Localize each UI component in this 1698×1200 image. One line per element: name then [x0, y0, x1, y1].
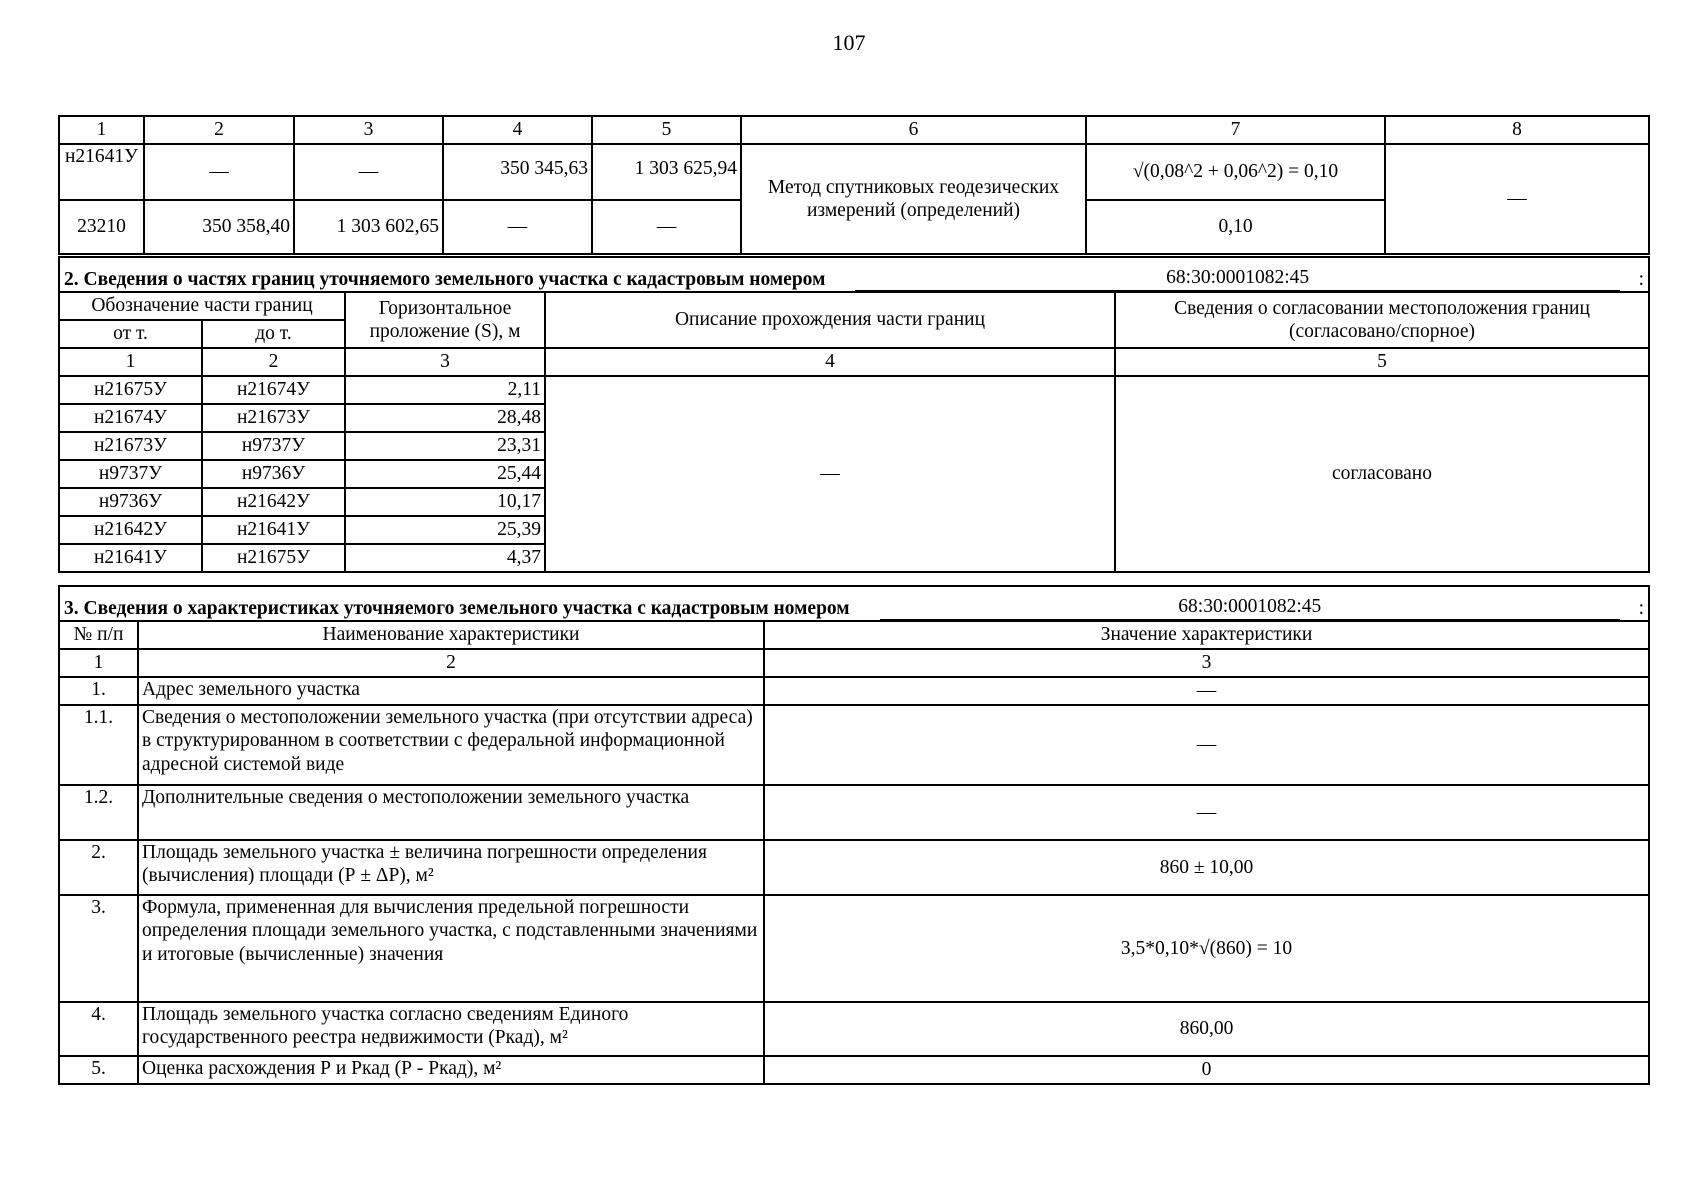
- from-point: н21673У: [59, 432, 202, 460]
- cadastral-number: 68:30:0001082:45: [855, 266, 1620, 291]
- column-numbers-row: [59, 116, 1649, 144]
- col-number: 3: [345, 348, 545, 376]
- from-header: от т.: [59, 320, 202, 348]
- from-point: н9736У: [59, 488, 202, 516]
- col-number: 1: [59, 116, 144, 144]
- new-x: —: [443, 200, 592, 254]
- from-point: н21641У: [59, 544, 202, 572]
- characteristic-name: Дополнительные сведения о местоположении земельного участка: [138, 785, 764, 840]
- horizontal-value: 2,11: [345, 376, 545, 404]
- col-number: 5: [592, 116, 741, 144]
- column-numbers-row: [59, 348, 1649, 376]
- col-number: 3: [764, 649, 1649, 677]
- point-name: 23210: [59, 200, 144, 254]
- col-number: 7: [1086, 116, 1385, 144]
- page-number: 107: [832, 30, 866, 55]
- to-point: н21642У: [202, 488, 345, 516]
- col-number: 2: [202, 348, 345, 376]
- to-point: н21673У: [202, 404, 345, 432]
- from-point: н21642У: [59, 516, 202, 544]
- to-point: н21641У: [202, 516, 345, 544]
- row-number: 1.: [59, 677, 138, 705]
- col-number: 8: [1385, 116, 1649, 144]
- new-y: 1 303 625,94: [592, 144, 741, 200]
- col-number: 1: [59, 649, 138, 677]
- horizontal-value: 4,37: [345, 544, 545, 572]
- row-number: 1.1.: [59, 705, 138, 785]
- table-row: [59, 1002, 1649, 1056]
- colon: :: [1638, 268, 1645, 290]
- characteristic-value: 860 ± 10,00: [764, 840, 1649, 895]
- horizontal-value: 25,39: [345, 516, 545, 544]
- horizontal-value: 25,44: [345, 460, 545, 488]
- row-number: 1.2.: [59, 785, 138, 840]
- horizontal-value: 23,31: [345, 432, 545, 460]
- description-header: Описание прохождения части границ: [545, 292, 1115, 348]
- characteristic-name: Площадь земельного участка согласно сведениям Единого государственного реестра недвижимости (Ркад), м²: [138, 1002, 764, 1056]
- table-row: [59, 376, 1649, 404]
- row-number: 3.: [59, 895, 138, 1002]
- precision-value: 0,10: [1086, 200, 1385, 254]
- to-point: н9737У: [202, 432, 345, 460]
- to-header: до т.: [202, 320, 345, 348]
- old-y: 1 303 602,65: [294, 200, 443, 254]
- old-y: —: [294, 144, 443, 200]
- value-header: Значение характеристики: [764, 621, 1649, 649]
- num-header: № п/п: [59, 621, 138, 649]
- old-x: 350 358,40: [144, 200, 294, 254]
- col-number: 4: [545, 348, 1115, 376]
- table-row: [59, 144, 1649, 200]
- col-number: 2: [144, 116, 294, 144]
- section-title-row: [59, 586, 1649, 621]
- agreement-value: согласовано: [1115, 376, 1649, 572]
- to-point: н9736У: [202, 460, 345, 488]
- section-3-title: 3. Сведения о характеристиках уточняемого земельного участка с кадастровым номером: [64, 597, 850, 619]
- table-row: [59, 840, 1649, 895]
- row-number: 4.: [59, 1002, 138, 1056]
- characteristic-name: Адрес земельного участка: [138, 677, 764, 705]
- table-row: [59, 677, 1649, 705]
- horizontal-header: Горизонтальное проложение (S), м: [345, 292, 545, 348]
- characteristic-value: —: [764, 677, 1649, 705]
- header-row: [59, 621, 1649, 649]
- description-value: —: [545, 376, 1115, 572]
- to-point: н21675У: [202, 544, 345, 572]
- colon: :: [1638, 597, 1645, 619]
- table-row: [59, 705, 1649, 785]
- to-point: н21674У: [202, 376, 345, 404]
- characteristic-name: Сведения о местоположении земельного участка (при отсутствии адреса) в структурированном в соответствии с федеральной информационной адресной системой виде: [138, 705, 764, 785]
- section-2-title: 2. Сведения о частях границ уточняемого земельного участка с кадастровым номером: [64, 268, 826, 290]
- name-header: Наименование характеристики: [138, 621, 764, 649]
- agreement-header: Сведения о согласовании местоположения границ (согласовано/спорное): [1115, 292, 1649, 348]
- header-row: [59, 292, 1649, 320]
- precision-formula: √(0,08^2 + 0,06^2) = 0,10: [1086, 144, 1385, 200]
- col-number: 1: [59, 348, 202, 376]
- col8-value: —: [1385, 144, 1649, 254]
- new-y: —: [592, 200, 741, 254]
- boundary-parts-table: [58, 256, 1650, 573]
- table-row: [59, 1056, 1649, 1084]
- characteristic-name: Оценка расхождения Р и Ркад (Р - Ркад), м²: [138, 1056, 764, 1084]
- characteristic-name: Формула, примененная для вычисления предельной погрешности определения площади земельного участка, с подставленными значениями и итоговые (вычисленные) значения: [138, 895, 764, 1002]
- characteristic-value: 860,00: [764, 1002, 1649, 1056]
- col-number: 4: [443, 116, 592, 144]
- row-number: 2.: [59, 840, 138, 895]
- row-number: 5.: [59, 1056, 138, 1084]
- characteristic-value: 0: [764, 1056, 1649, 1084]
- table-row: [59, 895, 1649, 1002]
- point-name: н21641У: [59, 144, 144, 200]
- designation-header: Обозначение части границ: [59, 292, 345, 320]
- characteristics-table: [58, 585, 1650, 1085]
- old-x: —: [144, 144, 294, 200]
- coordinates-table: [58, 115, 1650, 255]
- col-number: 2: [138, 649, 764, 677]
- method-cell: Метод спутниковых геодезических измерений (определений): [741, 144, 1086, 254]
- characteristic-name: Площадь земельного участка ± величина погрешности определения (вычисления) площади (Р ± ΔР), м²: [138, 840, 764, 895]
- from-point: н21675У: [59, 376, 202, 404]
- section-title-row: [59, 257, 1649, 292]
- from-point: н9737У: [59, 460, 202, 488]
- horizontal-value: 28,48: [345, 404, 545, 432]
- col-number: 6: [741, 116, 1086, 144]
- cadastral-number: 68:30:0001082:45: [880, 595, 1620, 620]
- column-numbers-row: [59, 649, 1649, 677]
- new-x: 350 345,63: [443, 144, 592, 200]
- col-number: 5: [1115, 348, 1649, 376]
- table-row: [59, 785, 1649, 840]
- characteristic-value: —: [764, 785, 1649, 840]
- characteristic-value: —: [764, 705, 1649, 785]
- characteristic-value: 3,5*0,10*√(860) = 10: [764, 895, 1649, 1002]
- from-point: н21674У: [59, 404, 202, 432]
- col-number: 3: [294, 116, 443, 144]
- horizontal-value: 10,17: [345, 488, 545, 516]
